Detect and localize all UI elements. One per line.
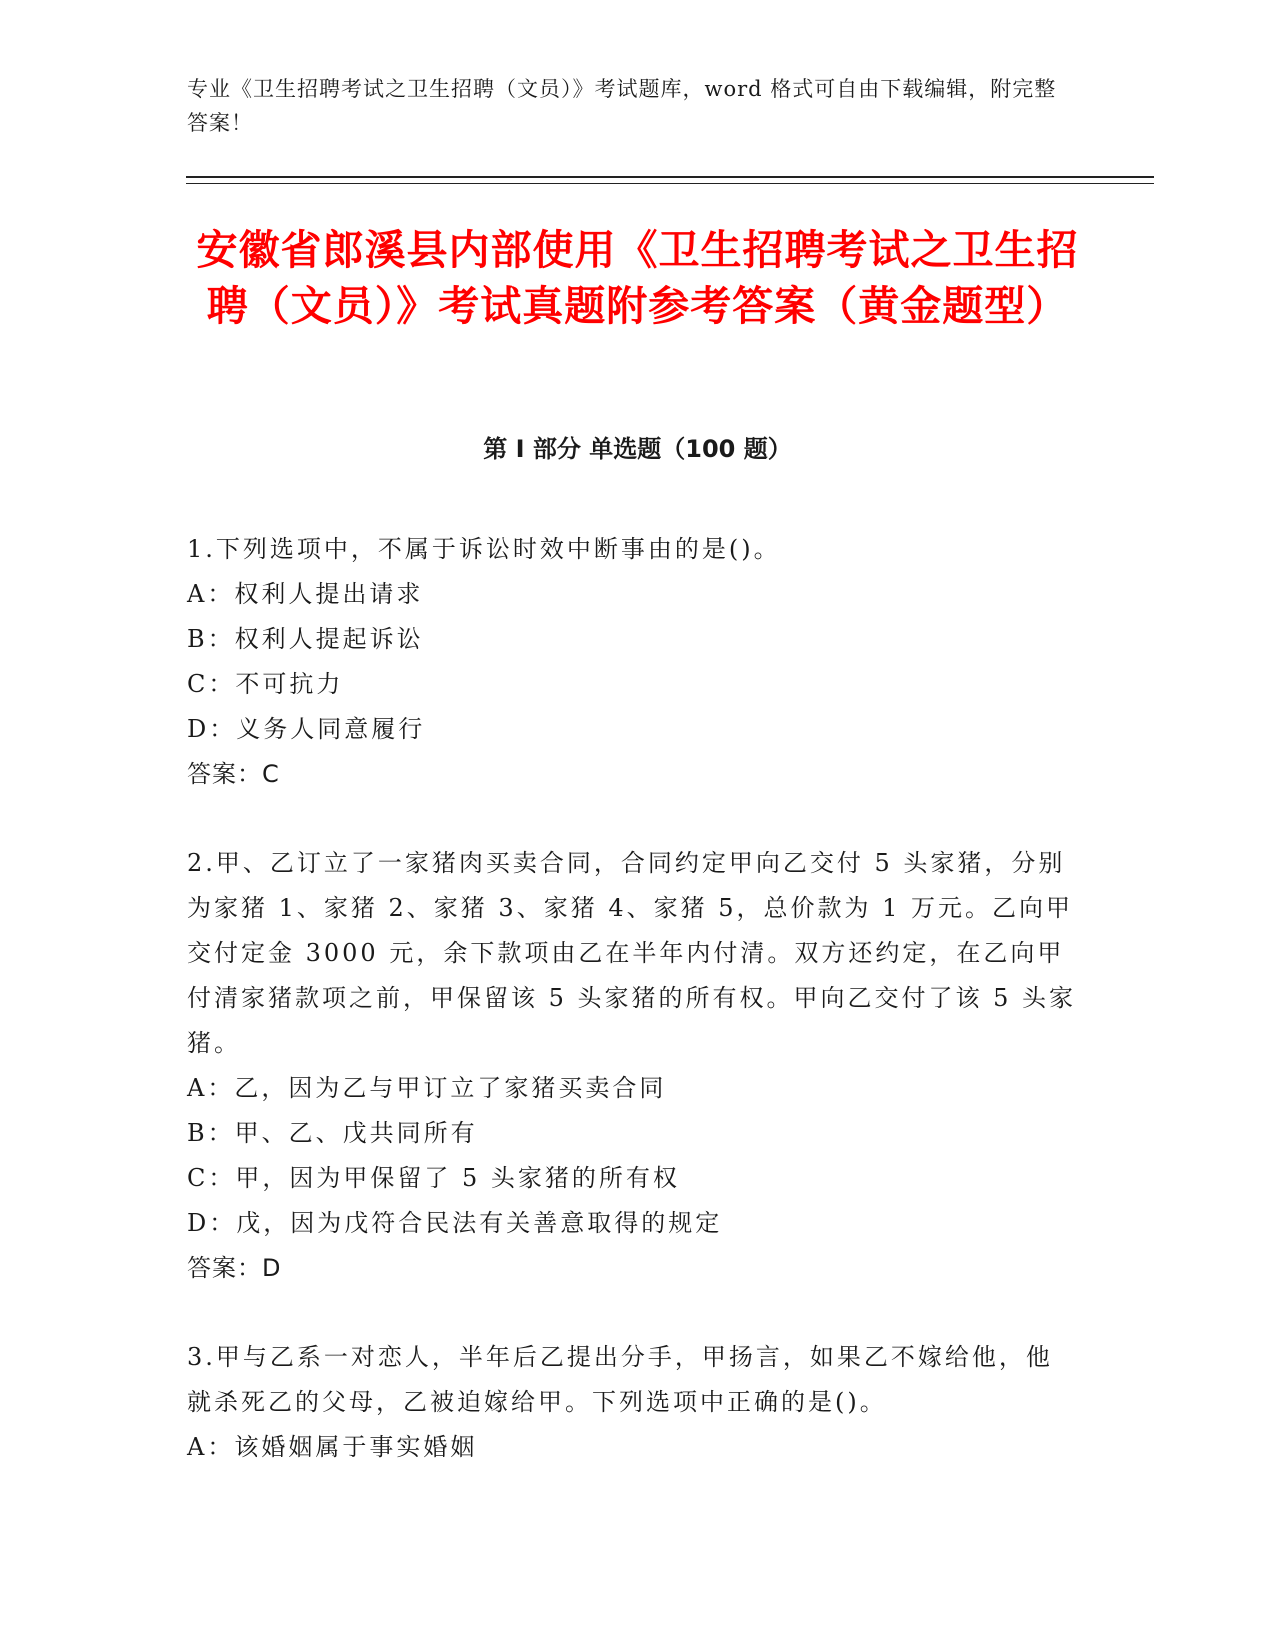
option-a: A：权利人提出请求 (187, 580, 424, 608)
option-b: B：权利人提起诉讼 (187, 625, 424, 653)
option-d: D：义务人同意履行 (187, 715, 426, 743)
option-a: A：该婚姻属于事实婚姻 (187, 1433, 478, 1461)
question-stem: 2.甲、乙订立了一家猪肉买卖合同，合同约定甲向乙交付 5 头家猪，分别为家猪 1、家猪 2、家猪 3、家猪 4、家猪 5，总价款为 1 万元。乙向甲交付定金 3000 元，余下款项由乙在半年内付清。双方还约定，在乙向甲付清家猪款项之前，甲保留该 5 头家猪的所有权。甲向乙交付了该 5 头家猪。 (187, 849, 1077, 1057)
answer: 答案：C (187, 760, 280, 788)
option-c: C：不可抗力 (187, 670, 344, 698)
question-3 (187, 1335, 1077, 1470)
option-c: C：甲，因为甲保留了 5 头家猪的所有权 (187, 1164, 680, 1192)
header-divider-thin (186, 183, 1154, 184)
header-note: 专业《卫生招聘考试之卫生招聘（文员）》考试题库，word 格式可自由下载编辑，附完整答案！ (187, 77, 1057, 135)
document-title: 安徽省郎溪县内部使用《卫生招聘考试之卫生招聘（文员）》考试真题附参考答案（黄金题型） (196, 226, 1079, 330)
option-b: B：甲、乙、戊共同所有 (187, 1119, 478, 1147)
question-2 (187, 841, 1077, 1291)
section-title: 第 I 部分 单选题（100 题） (483, 435, 792, 463)
question-stem: 1.下列选项中，不属于诉讼时效中断事由的是()。 (187, 535, 781, 563)
answer: 答案：D (187, 1254, 282, 1282)
option-a: A：乙，因为乙与甲订立了家猪买卖合同 (187, 1074, 667, 1102)
header-divider-thick (186, 176, 1154, 178)
option-d: D：戊，因为戊符合民法有关善意取得的规定 (187, 1209, 723, 1237)
question-list (187, 527, 1077, 1514)
question-1 (187, 527, 1077, 797)
question-stem: 3.甲与乙系一对恋人，半年后乙提出分手，甲扬言，如果乙不嫁给他，他就杀死乙的父母，乙被迫嫁给甲。下列选项中正确的是()。 (187, 1343, 1053, 1416)
